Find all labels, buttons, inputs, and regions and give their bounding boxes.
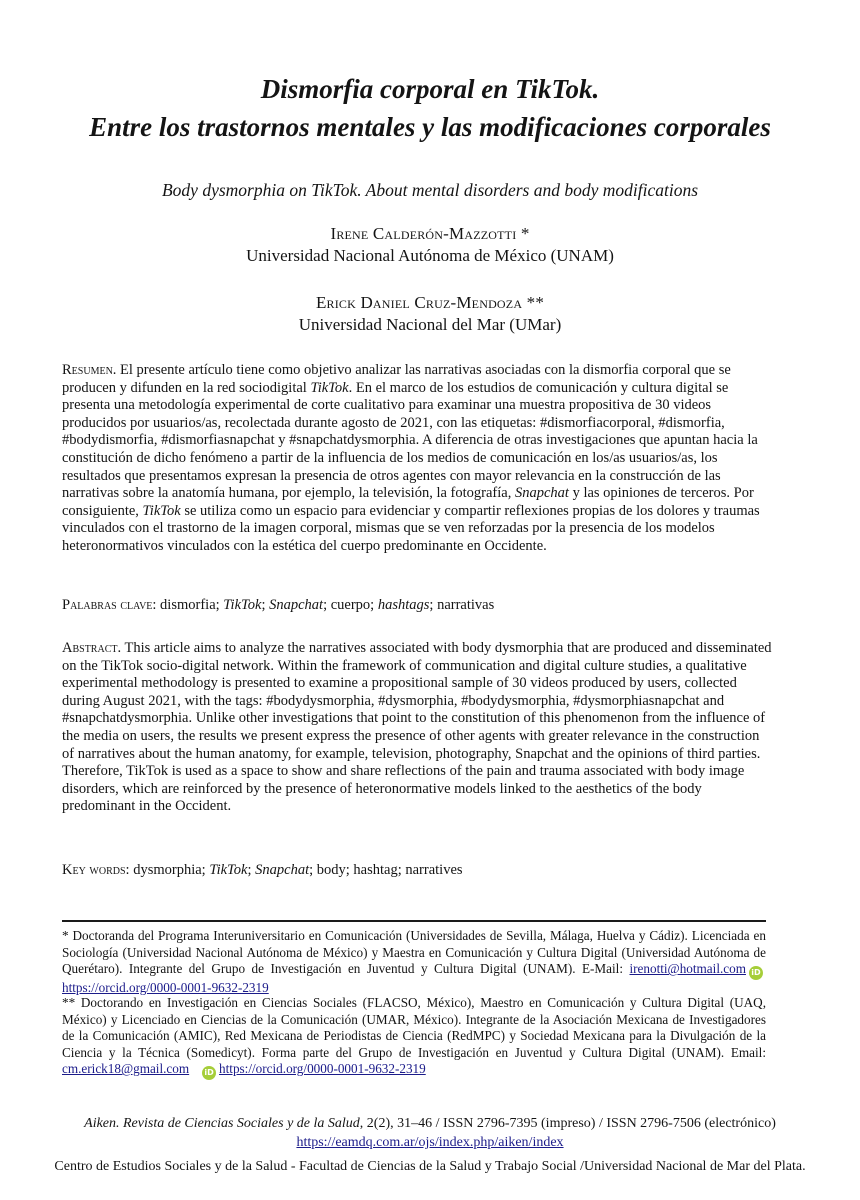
author-1: [20, 223, 840, 267]
article-title: [20, 70, 840, 146]
resumen-label: Resumen.: [62, 362, 117, 378]
orcid-icon: iD: [202, 1066, 216, 1080]
english-title: Body dysmorphia on TikTok. About mental disorders and body modifications: [161, 180, 698, 200]
orcid-icon: iD: [749, 966, 763, 980]
author-2-marker: **: [526, 293, 545, 312]
journal-name: Aiken. Revista de Ciencias Sociales y de la Salud: [84, 1116, 360, 1131]
author-2-orcid-link[interactable]: https://orcid.org/0000-0001-9632-2319: [219, 1061, 426, 1077]
institution-footer: Centro de Estudios Sociales y de la Salud - Facultad de Ciencias de la Salud y Trabajo Social /Universidad Nacional de Mar del Plata.: [54, 1159, 806, 1174]
author-1-orcid-link[interactable]: https://orcid.org/0000-0001-9632-2319: [62, 980, 269, 996]
journal-url-link[interactable]: https://eamdq.com.ar/ojs/index.php/aiken/index: [296, 1135, 564, 1150]
title-line-2: Entre los trastornos mentales y las modificaciones corporales: [89, 112, 771, 142]
abstract-paragraph: Abstract. This article aims to analyze the narratives associated with body dysmorphia that are produced and disseminated on the TikTok socio-digital network. Within the framework of communication and digital culture studies, a qualitative experimental methodology is presented to examine a propositional sample of 30 videos produced by users, collected during August 2021, with the tags: #bodydysmorphia, #dysmorphia, #bodydysmorphia, #dysmorphiasnapchat and #snapchatdysmorphia. Unlike other investigations that point to the constitution of this phenomenon from the influence of the media on users, the results we present express the presence of other agents with greater relevance in the construction of narratives about the human anatomy, for example, television, photography, Snapchat and the opinions of third parties. Therefore, TikTok is used as a space to show and share reflections of the pain and trauma associated with body image disorders, which are reinforced by the presence of heteronormative models linked to the aesthetics of the body predominant in the Occident.: [62, 640, 772, 815]
footnote-divider: [62, 920, 766, 922]
author-1-marker: *: [520, 224, 530, 243]
author-2: [20, 292, 840, 336]
abstract-label: Abstract.: [62, 640, 122, 656]
key-words-label: Key words: [62, 862, 126, 878]
author-1-name: Irene Calderón-Mazzotti: [330, 224, 517, 243]
resumen-paragraph: Resumen. El presente artículo tiene como objetivo analizar las narrativas asociadas con la dismorfia corporal que se producen y difunden en la red sociodigital TikTok. En el marco de los estudios de comunicación y cultura digital se presenta una metodología experimental de corte cualitativo para examinar una muestra propositiva de 30 videos producidos por usuarios/as, recolectada durante agosto de 2021, con las etiquetas: #dismorfiacorporal, #dismorfia, #bodydismorfia, #dismorfiasnapchat y #snapchatdysmorphia. A diferencia de otras investigaciones que apuntan hacia la constitución de dicho fenómeno a partir de la influencia de los medios de comunicación en los/as usuarios/as, los resultados que presentamos expresan la presencia de otros agentes con mayor relevancia en la construcción de las narrativas sobre la anatomía humana, por ejemplo, la televisión, la fotografía, Snapchat y las opiniones de terceros. Por consiguiente, TikTok se utiliza como un espacio para evidenciar y compartir reflexiones propias de los dolores y traumas vinculados con el trastorno de la imagen corporal, mismas que se ven reforzadas por la presencia de los modelos heteronormativos vinculados con la estética del cuerpo predominante en Occidente.: [62, 362, 760, 554]
journal-citation: [20, 1115, 840, 1132]
author-1-email-link[interactable]: irenotti@hotmail.com: [629, 961, 746, 977]
author-2-affiliation: Universidad Nacional del Mar (UMar): [298, 315, 562, 334]
footnote-author-1: * Doctoranda del Programa Interuniversitario en Comunicación (Universidades de Sevilla, Málaga, Huelva y Cádiz). Licenciada en Sociología (Universidad Nacional Autónoma de México) y Maestra en Comunicación y Cultura Digital (Universidad Autónoma de Querétaro). Integrante del Grupo de Investigación en Juventud y Cultura Digital (UNAM). E-Mail: irenotti@hotmail.com iDhttps://orcid.org/0000-0001-9632-2319: [62, 928, 766, 996]
title-line-1: Dismorfia corporal en TikTok.: [260, 74, 600, 104]
author-1-affiliation: Universidad Nacional Autónoma de México (UNAM): [246, 246, 614, 265]
palabras-clave: Palabras clave: dismorfia; TikTok; Snapchat; cuerpo; hashtags; narrativas: [62, 597, 495, 613]
palabras-clave-label: Palabras clave: [62, 597, 153, 613]
journal-url-line: [20, 1134, 840, 1151]
author-2-name: Erick Daniel Cruz-Mendoza: [315, 293, 523, 312]
key-words: Key words: dysmorphia; TikTok; Snapchat; body; hashtag; narratives: [62, 862, 463, 878]
footnote-author-2: ** Doctorando en Investigación en Ciencias Sociales (FLACSO, México), Maestro en Comunicación y Cultura Digital (UAQ, México) y Licenciado en Ciencias de la Comunicación (UMAR, México). Integrante de la Asociación Mexicana de Investigadores de la Comunicación (AMIC), Red Mexicana de Periodistas de Ciencia (RedMPC) y Sociedad Mexicana para la Divulgación de la Ciencia y la Técnica (Somedicyt). Forma parte del Grupo de Investigación en Juventud y Cultura Digital (UNAM). Email: cm.erick18@gmail.com iD https://orcid.org/0000-0001-9632-2319: [62, 995, 766, 1080]
author-2-email-link[interactable]: cm.erick18@gmail.com: [62, 1061, 190, 1077]
journal-details: , 2(2), 31–46 / ISSN 2796-7395 (impreso) / ISSN 2796-7506 (electrónico): [359, 1116, 776, 1131]
